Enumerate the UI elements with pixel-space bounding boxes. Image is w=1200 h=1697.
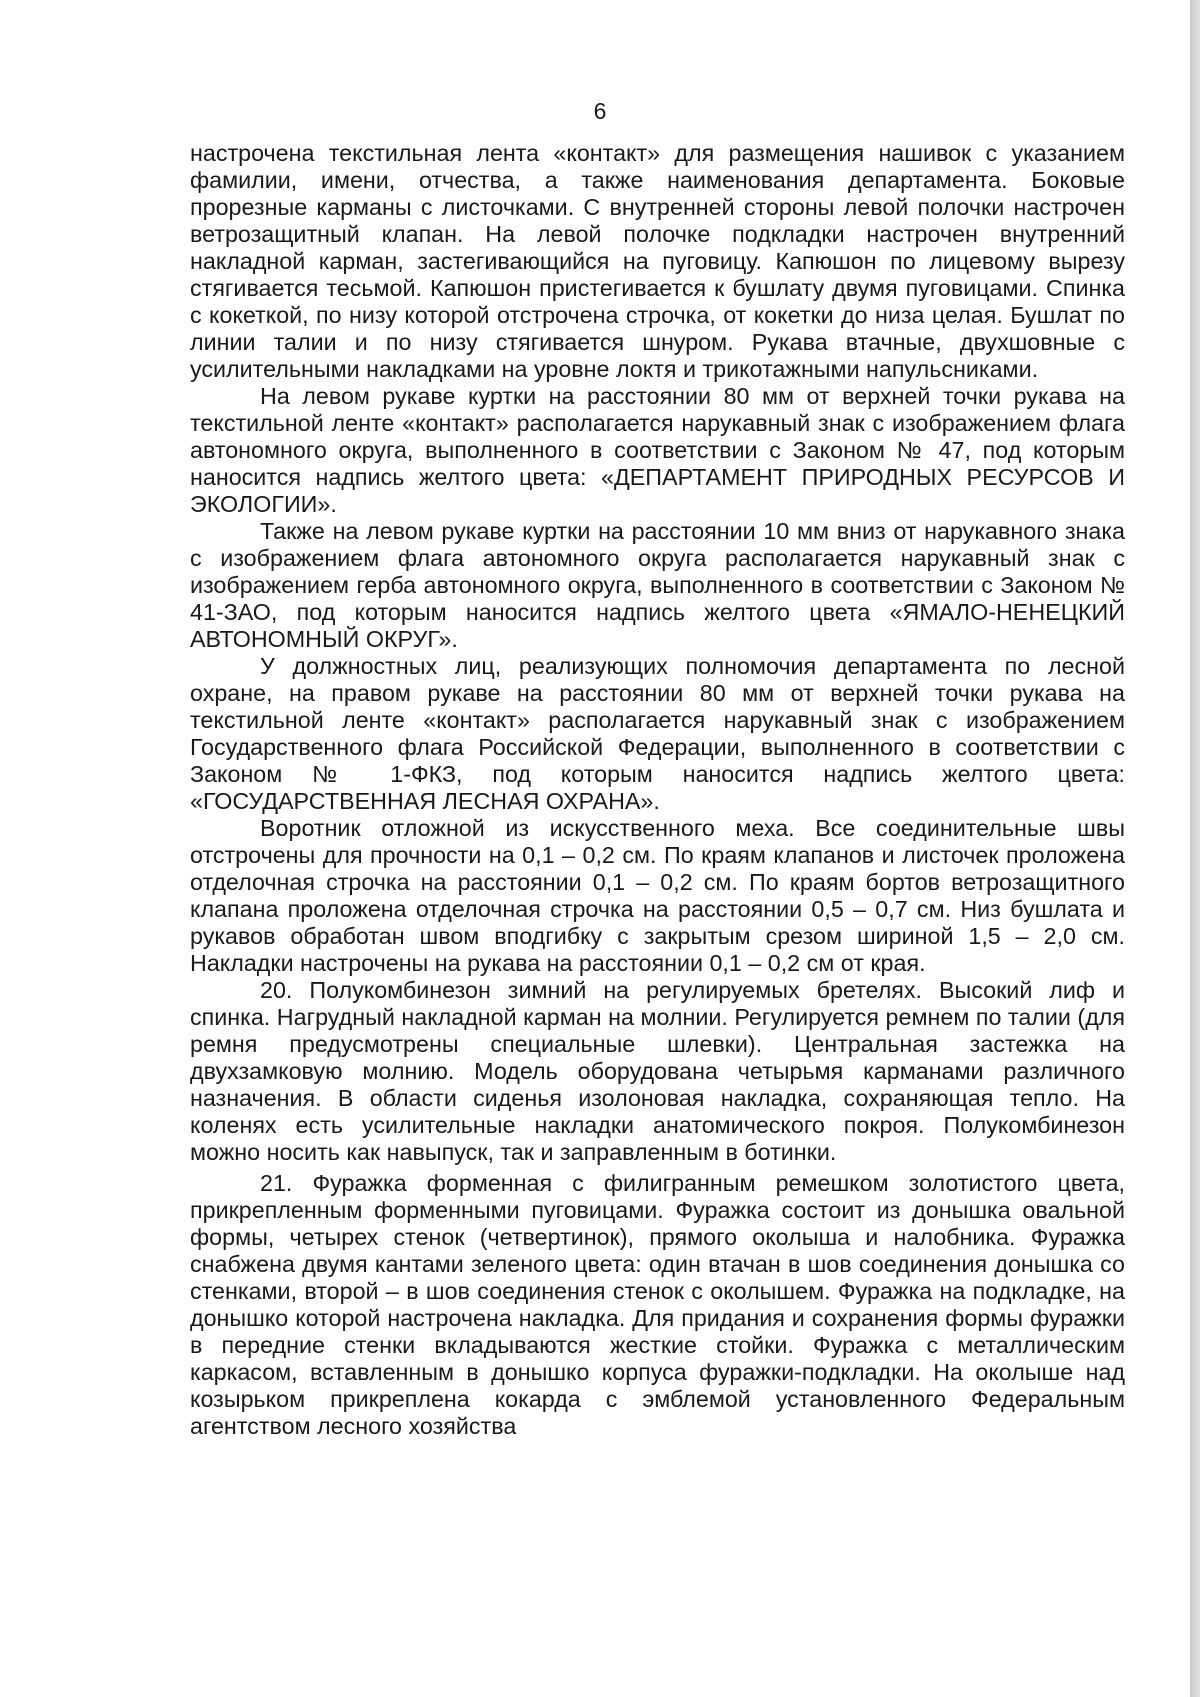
paragraph-item-21-cap: 21. Фуражка форменная с филигранным ремешком золотистого цвета, прикрепленным форменными пуговицами. Фуражка состоит из донышка овальной формы, четырех стенок (четвертинок), прямого околыша и налобника. Фуражка снабжена двумя кантами зеленого цвета: один втачан в шов соединения донышка со стенками, второй – в шов соединения стенок с околышем. Фуражка на подкладке, на донышко которой настрочена накладка. Для придания и сохранения формы фуражки в передние стенки вкладываются жесткие стойки. Фуражка с металлическим каркасом, вставленным в донышко корпуса фуражки-подкладки. На околыше над козырьком прикреплена кокарда с эмблемой установленного Федеральным агентством лесного хозяйства [190, 1170, 1125, 1439]
page-edge-shadow [1190, 0, 1200, 1697]
paragraph-left-sleeve-flag-patch: На левом рукаве куртки на расстоянии 80 мм от верхней точки рукава на текстильной ленте «контакт» располагается нарукавный знак с изображением флага автономного округа, выполненного в соответствии с Законом № 47, под которым наносится надпись желтого цвета: «ДЕПАРТАМЕНТ ПРИРОДНЫХ РЕСУРСОВ И ЭКОЛОГИИ». [190, 383, 1125, 517]
paragraph-item-20-winter-overalls: 20. Полукомбинезон зимний на регулируемых бретелях. Высокий лиф и спинка. Нагрудный накладной карман на молнии. Регулируется ремнем по талии (для ремня предусмотрены специальные шлевки). Центральная застежка на двухзамковую молнию. Модель оборудована четырьмя карманами различного назначения. В области сиденья изолоновая накладка, сохраняющая тепло. На коленях есть усилительные накладки анатомического покроя. Полукомбинезон можно носить как навыпуск, так и заправленным в ботинки. [190, 977, 1125, 1165]
page-number: 6 [593, 98, 607, 124]
paragraph-collar-and-seams: Воротник отложной из искусственного меха. Все соединительные швы отстрочены для прочности на 0,1 – 0,2 см. По краям клапанов и листочек проложена отделочная строчка на расстоянии 0,1 – 0,2 см. По краям бортов ветрозащитного клапана проложена отделочная строчка на расстоянии 0,5 – 0,7 см. Низ бушлата и рукавов обработан швом вподгибку с закрытым срезом шириной 1,5 – 2,0 см. Накладки настрочены на рукава на расстоянии 0,1 – 0,2 см от края. [190, 815, 1125, 976]
paragraph-left-sleeve-coat-of-arms-patch: Также на левом рукаве куртки на расстоянии 10 мм вниз от нарукавного знака с изображением флага автономного округа располагается нарукавный знак с изображением герба автономного округа, выполненного в соответствии с Законом № 41-ЗАО, под которым наносится надпись желтого цвета «ЯМАЛО-НЕНЕЦКИЙ АВТОНОМНЫЙ ОКРУГ». [190, 518, 1125, 652]
paragraph-continued: настрочена текстильная лента «контакт» для размещения нашивок с указанием фамилии, имени, отчества, а также наименования департамента. Боковые прорезные карманы с листочками. С внутренней стороны левой полочки настрочен ветрозащитный клапан. На левой полочке подкладки настрочен внутренний накладной карман, застегивающийся на пуговицу. Капюшон по лицевому вырезу стягивается тесьмой. Капюшон пристегивается к бушлату двумя пуговицами. Спинка с кокеткой, по низу которой отстрочена строчка, от кокетки до низа целая. Бушлат по линии талии и по низу стягивается шнуром. Рукава втачные, двухшовные с усилительными накладками на уровне локтя и трикотажными напульсниками. [190, 140, 1125, 382]
paragraph-right-sleeve-patch: У должностных лиц, реализующих полномочия департамента по лесной охране, на правом рукаве на расстоянии 80 мм от верхней точки рукава на текстильной ленте «контакт» располагается нарукавный знак с изображением Государственного флага Российской Федерации, выполненного в соответствии с Законом № 1-ФКЗ, под которым наносится надпись желтого цвета: «ГОСУДАРСТВЕННАЯ ЛЕСНАЯ ОХРАНА». [190, 653, 1125, 814]
document-body [190, 140, 1125, 1440]
